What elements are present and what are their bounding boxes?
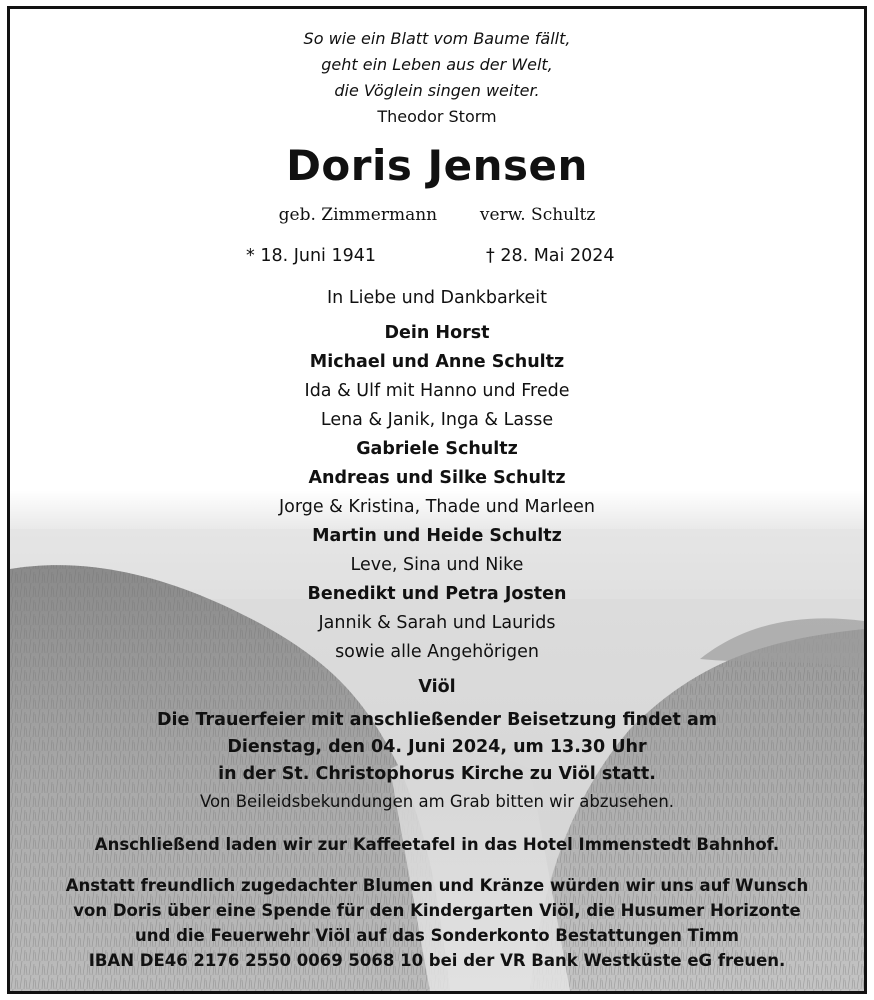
widowed-name: verw. Schultz	[479, 205, 596, 225]
mourner-line: Benedikt und Petra Josten	[307, 584, 567, 604]
donation-line-4: IBAN DE46 2176 2550 0069 5068 10 bei der VR Bank Westküste eG freuen.	[88, 951, 786, 970]
obituary-frame	[7, 6, 867, 994]
poem-line-1: So wie ein Blatt vom Baume fällt,	[303, 29, 571, 48]
poem-author: Theodor Storm	[377, 107, 497, 126]
service-line-2: Dienstag, den 04. Juni 2024, um 13.30 Uhr	[227, 737, 647, 757]
place-name: Viöl	[418, 677, 456, 697]
obituary-text	[10, 9, 864, 991]
name-details	[10, 205, 864, 225]
poem-line-3: die Vöglein singen weiter.	[334, 81, 540, 100]
service-line-3: in der St. Christophorus Kirche zu Viöl statt.	[218, 764, 656, 784]
mourner-line: Dein Horst	[384, 323, 490, 343]
reception-note: Anschließend laden wir zur Kaffeetafel in das Hotel Immenstedt Bahnhof.	[94, 835, 780, 854]
mourner-line: Jannik & Sarah und Laurids	[318, 613, 556, 633]
mourner-line: Leve, Sina und Nike	[350, 555, 524, 575]
birth-date: * 18. Juni 1941	[246, 246, 377, 266]
mourner-line: Ida & Ulf mit Hanno und Frede	[304, 381, 570, 401]
life-dates	[10, 246, 864, 270]
birth-name: geb. Zimmermann	[278, 205, 438, 225]
death-date: † 28. Mai 2024	[486, 246, 615, 266]
mourner-line: Lena & Janik, Inga & Lasse	[320, 410, 554, 430]
mourner-line: Gabriele Schultz	[356, 439, 518, 459]
mourner-line: Andreas und Silke Schultz	[308, 468, 566, 488]
mourner-line: Jorge & Kristina, Thade und Marleen	[278, 497, 596, 517]
donation-line-2: von Doris über eine Spende für den Kindergarten Viöl, die Husumer Horizonte	[73, 901, 801, 920]
mourner-line: Martin und Heide Schultz	[312, 526, 562, 546]
mourner-line: sowie alle Angehörigen	[335, 642, 539, 662]
mourner-line: Michael und Anne Schultz	[309, 352, 565, 372]
donation-line-1: Anstatt freundlich zugedachter Blumen und Kränze würden wir uns auf Wunsch	[65, 876, 809, 895]
condolence-note: Von Beileidsbekundungen am Grab bitten wir abzusehen.	[199, 792, 675, 811]
donation-line-3: und die Feuerwehr Viöl auf das Sonderkonto Bestattungen Timm	[135, 926, 739, 945]
mourners-intro: In Liebe und Dankbarkeit	[327, 288, 547, 308]
deceased-name: Doris Jensen	[286, 141, 588, 190]
service-line-1: Die Trauerfeier mit anschließender Beisetzung findet am	[157, 710, 717, 730]
poem-line-2: geht ein Leben aus der Welt,	[321, 55, 553, 74]
